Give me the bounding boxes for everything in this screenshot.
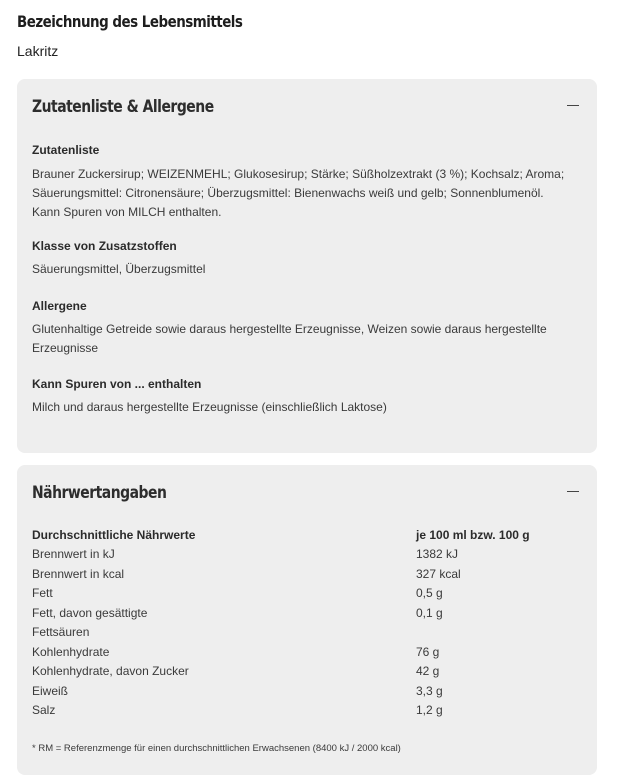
ingredients-allergens-panel xyxy=(17,79,597,453)
nutrient-label: Fettsäuren xyxy=(32,625,90,639)
allergens-text: Glutenhaltige Getreide sowie daraus hergestellte Erzeugnisse, Weizen sowie daraus hergestellte Erzeugnisse xyxy=(32,322,547,355)
traces-label: Kann Spuren von ... enthalten xyxy=(32,377,202,391)
table-row xyxy=(32,545,582,565)
nutrient-value: 1,2 g xyxy=(416,703,443,717)
nutrient-label: Eiweiß xyxy=(32,683,69,698)
table-row xyxy=(32,662,582,682)
table-row xyxy=(32,682,582,702)
nutrient-label: Salz xyxy=(32,703,56,717)
nutrient-value: 327 kcal xyxy=(416,566,461,581)
traces-text: Milch und daraus hergestellte Erzeugnisse (einschließlich Laktose) xyxy=(32,400,387,414)
ingredients-panel-title[interactable]: Zutatenliste & Allergene xyxy=(32,97,214,117)
minus-icon xyxy=(567,105,579,106)
ingredients-list-label: Zutatenliste xyxy=(32,143,100,157)
ingredients-list-text: Brauner Zuckersirup; WEIZENMEHL; Glukosesirup; Stärke; Süßholzextrakt (3 %); Kochsalz; Aroma; Säuerungsmittel: Citronensäure; Überzugsmittel: Bienenwachs weiß und gelb; Sonnenblumenöl. Kann Spuren von MILCH enthalten. xyxy=(32,167,565,219)
nutrient-value: 76 g xyxy=(416,644,440,659)
nutrient-label: Fett, davon gesättigte xyxy=(32,605,148,620)
reference-footnote: * RM = Referenzmenge für einen durchschnittlichen Erwachsenen (8400 kJ / 2000 kcal) xyxy=(32,743,401,754)
table-row xyxy=(32,565,582,585)
table-row xyxy=(32,604,582,624)
table-row xyxy=(32,701,582,721)
table-row xyxy=(32,643,582,663)
nutrient-value: 1382 kJ xyxy=(416,547,459,561)
nutrition-header-label: Durchschnittliche Nährwerte xyxy=(32,528,196,542)
nutrient-value: 0,5 g xyxy=(416,586,443,600)
nutrient-label: Kohlenhydrate xyxy=(32,644,110,659)
nutrition-header-value: je 100 ml bzw. 100 g xyxy=(416,528,530,542)
allergens-label: Allergene xyxy=(32,299,87,313)
nutrition-table xyxy=(32,545,582,721)
nutrient-label: Brennwert in kJ xyxy=(32,547,115,561)
nutrient-label: Kohlenhydrate, davon Zucker xyxy=(32,664,189,678)
nutrient-value: 3,3 g xyxy=(416,683,443,698)
collapse-nutrition-button[interactable] xyxy=(565,481,581,501)
nutrient-label: Brennwert in kcal xyxy=(32,566,125,581)
minus-icon xyxy=(567,491,579,492)
nutrition-panel xyxy=(17,465,597,775)
nutrient-value: 0,1 g xyxy=(416,605,443,620)
designation-heading: Bezeichnung des Lebensmittels xyxy=(17,12,243,31)
table-row xyxy=(32,584,582,604)
nutrition-panel-title[interactable]: Nährwertangaben xyxy=(32,483,167,503)
collapse-ingredients-button[interactable] xyxy=(565,95,581,115)
additive-class-text: Säuerungsmittel, Überzugsmittel xyxy=(32,262,206,276)
designation-value: Lakritz xyxy=(17,43,59,59)
additive-class-label: Klasse von Zusatzstoffen xyxy=(32,239,177,253)
nutrient-label: Fett xyxy=(32,586,53,600)
nutrient-value: 42 g xyxy=(416,664,440,678)
table-row xyxy=(32,623,582,643)
